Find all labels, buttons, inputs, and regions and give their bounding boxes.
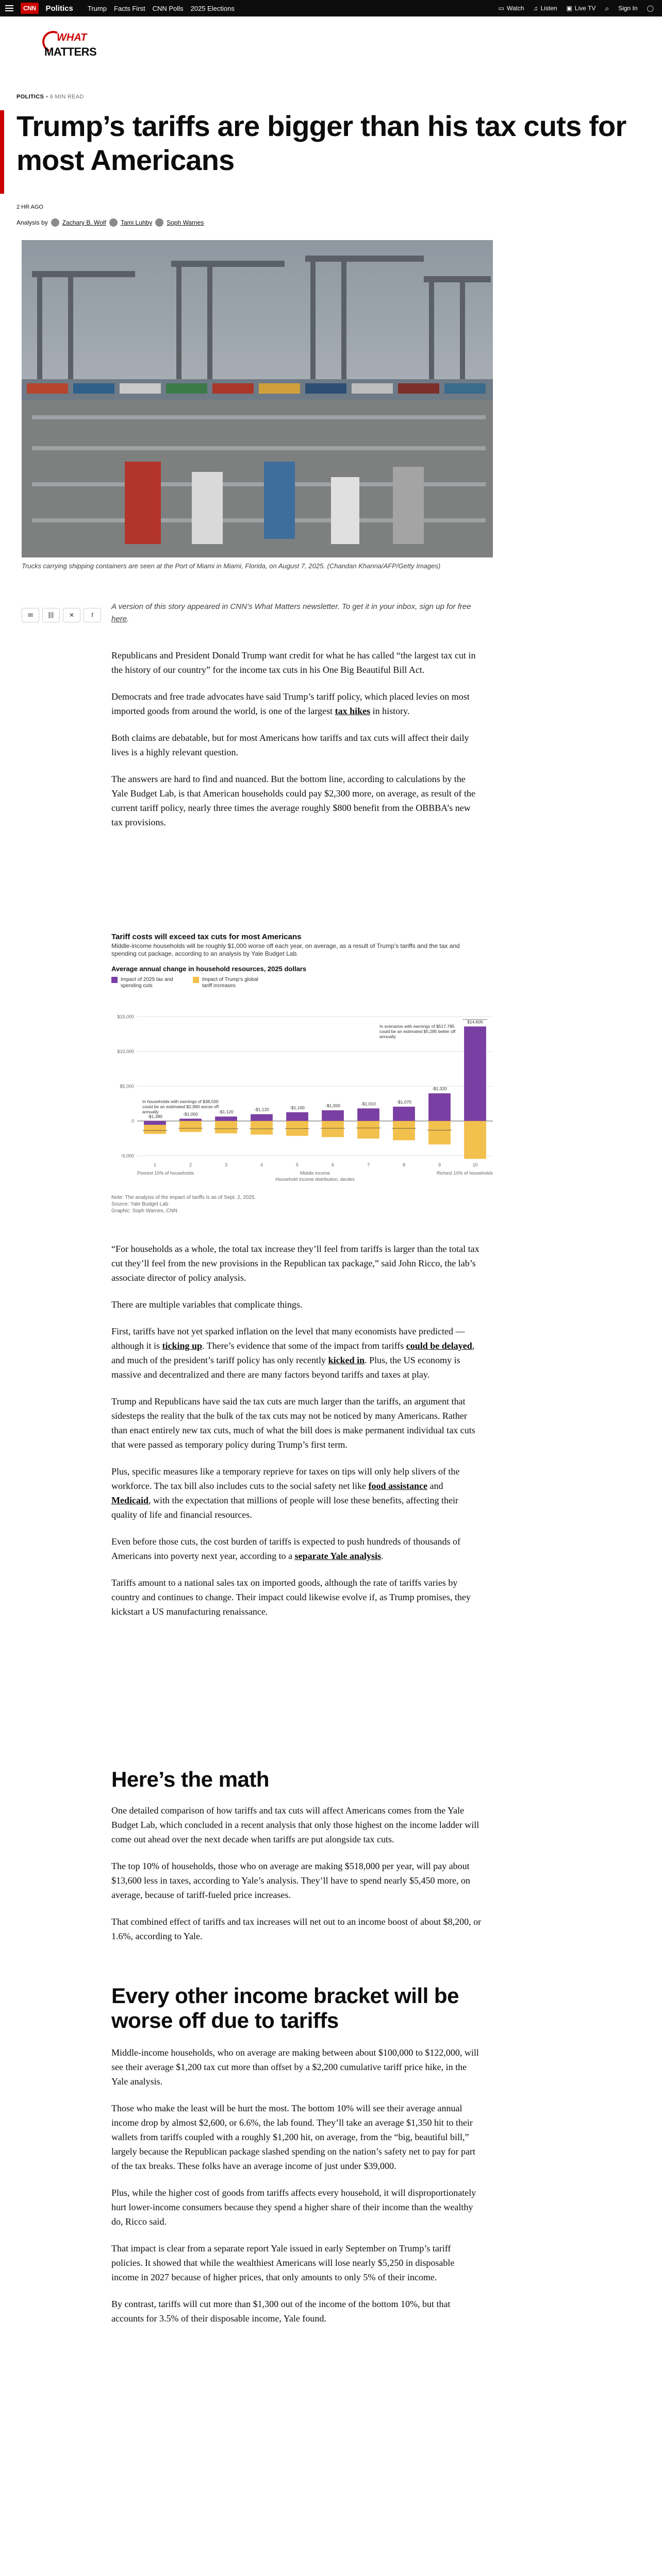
chart-legend [111, 977, 503, 989]
x-tick-label: 9 [438, 1162, 441, 1167]
legend-item-tariff: Impact of Trump’s global tariff increases [193, 977, 260, 989]
annotation-high-income: In scenarios with earnings of $517,785 could be an estimated $5,285 better off annually [379, 1023, 456, 1039]
x-tick-label: 6 [331, 1162, 335, 1167]
chart-source: Source: Yale Budget Lab [111, 1201, 169, 1207]
paragraph: That combined effect of tariffs and tax increases will net out to an income boost of about $8,200, or 1.6%, according to Yale. [111, 1917, 482, 1941]
bar-tax [286, 1112, 308, 1121]
avatar [51, 218, 59, 227]
article-body-3 [111, 1803, 483, 1956]
bar-tariff [179, 1121, 202, 1132]
link-icon[interactable]: ⛓ [42, 608, 60, 622]
paragraph: Tariffs amount to a national sales tax on imported goods, although the rate of tariffs varies by country and continues to change. Their impact could likewise evolve if, as Trump promises, they kickstart a US manufacturing renaissance. [111, 1578, 471, 1617]
paragraph: Middle-income households, who on average are making between about $100,000 to $122,000, will see their average $1,200 tax cut more than offset by a $2,200 cumulative tariff price hike, in the Yale analysis. [111, 2047, 479, 2087]
sign-in-button[interactable]: Sign In [618, 5, 638, 12]
chart-plot [111, 999, 503, 1190]
net-label: -$1,070 [396, 1099, 411, 1105]
headphones-icon: ♫ [533, 5, 538, 12]
bar-tariff [322, 1121, 344, 1137]
y-tick-label: $15,000 [117, 1014, 134, 1020]
byline-prefix: Analysis by [16, 219, 48, 226]
top-nav-bar [0, 0, 662, 16]
paragraph: There are multiple variables that complicate things. [111, 1299, 303, 1310]
nav-section-politics[interactable]: Politics [45, 4, 73, 13]
chart-subtitle: Middle-income households will be roughly $1,000 worse off each year, on average, as a result of Trump’s tariffs and the tax and spending cut package, according to an analysis by Yale Budget Lab. [111, 942, 460, 957]
share-bar [22, 608, 101, 622]
bar-tariff [251, 1121, 273, 1134]
listen-button[interactable]: ♫ Listen [533, 5, 557, 12]
newsletter-signup-link[interactable]: here [111, 615, 127, 623]
logo-what: WHAT [57, 32, 87, 43]
legend-item-tax: Impact of 2025 tax and spending cuts [111, 977, 178, 989]
paragraph: Democrats and free trade advocates have said Trump’s tariff policy, which placed levies on most imported goods from around the world, is one of the largest tax hikes in history. [111, 691, 470, 716]
chart-title: Tariff costs will exceed tax cuts for most Americans [111, 933, 302, 941]
logo-matters: MATTERS [44, 45, 97, 58]
x-tick-label: 4 [260, 1162, 263, 1167]
medicaid-link[interactable]: Medicaid [111, 1495, 148, 1505]
bar-tariff [286, 1121, 308, 1136]
bar-tariff [215, 1121, 237, 1133]
chart-heading: Average annual change in household resources, 2025 dollars [111, 965, 307, 973]
live-tv-button[interactable]: ▣ Live TV [566, 5, 596, 12]
net-label: -$1,380 [147, 1113, 162, 1119]
x-tick-label: 10 [472, 1162, 478, 1167]
author-link[interactable]: Zachary B. Wolf [62, 219, 106, 226]
bar-tariff [144, 1125, 166, 1134]
x-tick-label: 5 [295, 1162, 299, 1167]
chart-note: Note: The analysis of the impact of tariffs is as of Sept. 2, 2025. [111, 1195, 256, 1200]
paragraph: Plus, specific measures like a temporary reprieve for taxes on tips will only help slivers of the workforce. The tax bill also includes cuts to the social safety net like food assistance and Medicaid, with the expectation that millions of people will lose these benefits, affecting their quality of life and financial resources. [111, 1466, 460, 1520]
nav-link-2025-elections[interactable]: 2025 Elections [190, 4, 235, 12]
paragraph: By contrast, tariffs will cut more than $1,300 out of the income of the bottom 10%, but that accounts for 3.5% of their disposable income, Yale found. [111, 2299, 451, 2324]
email-icon[interactable]: ✉ [22, 608, 39, 622]
net-label: -$1,120 [254, 1107, 269, 1112]
chart-graphic-credit: Graphic: Soph Warnes, CNN [111, 1208, 178, 1214]
x-tick-label: 3 [224, 1162, 228, 1167]
kicked-in-link[interactable]: kicked in [328, 1355, 365, 1365]
bar-tariff [357, 1121, 379, 1139]
y-tick-label: 0 [131, 1118, 134, 1124]
nav-link-facts-first[interactable]: Facts First [113, 4, 145, 12]
menu-icon[interactable] [5, 5, 13, 11]
x-axis-title: Household income distribution, deciles [275, 1177, 355, 1182]
author-link[interactable]: Soph Warnes [167, 219, 204, 226]
cnn-logo[interactable]: CNN [21, 3, 39, 14]
facebook-icon[interactable]: f [84, 608, 101, 622]
paragraph: Republicans and President Donald Trump want credit for what he has called “the largest tax cut in the history of our country” for the income tax cuts in his One Big Beautiful Bill Act. [111, 650, 476, 675]
nav-link-trump[interactable]: Trump [87, 4, 107, 12]
newsletter-note: A version of this story appeared in CNN’s What Matters newsletter. To get it in your inbox, sign up for free here. [111, 602, 471, 623]
yale-analysis-link[interactable]: separate Yale analysis [294, 1551, 381, 1561]
bar-tax [322, 1110, 344, 1121]
article-body-2 [111, 1242, 483, 1631]
watch-button[interactable]: ▭ Watch [498, 5, 524, 12]
section-heading-math: Here’s the math [111, 1767, 270, 1791]
paragraph: The top 10% of households, those who on average are making $518,000 per year, will pay about $13,600 less in taxes, according to Yale’s analysis. They’ll have to spend nearly $5,450 more, on average, because of tariff-fueled price increases. [111, 1861, 471, 1900]
headline: Trump’s tariffs are bigger than his tax cuts for most Americans [16, 110, 626, 176]
x-tick-label: 2 [189, 1162, 192, 1167]
paragraph: Trump and Republicans have said the tax cuts are much larger than the tariffs, an argument that sidesteps the reality that the bulk of the tax cuts may not be noticed by many Americans. Rather than enact entirely new tax cuts, much of what the bill does is make permanent individual tax cuts that were passed as temporary policy during Trump’s first term. [111, 1396, 475, 1450]
y-tick-label: -5,000 [121, 1153, 134, 1159]
x-axis-mid-label: Middle income [300, 1171, 330, 1176]
nav-link-cnn-polls[interactable]: CNN Polls [152, 4, 184, 12]
timestamp: 2 HR AGO [16, 204, 43, 210]
bar-tax [428, 1093, 451, 1121]
chart-notes [111, 1194, 256, 1214]
author-link[interactable]: Tami Luhby [120, 219, 153, 226]
user-icon[interactable]: ◯ [647, 5, 654, 12]
bar-tax [251, 1114, 273, 1121]
y-tick-label: $10,000 [117, 1048, 134, 1054]
hero-image [22, 240, 493, 557]
live-tv-icon: ▣ [566, 5, 572, 12]
ticking-up-link[interactable]: ticking up [162, 1341, 203, 1351]
hero-caption: Trucks carrying shipping containers are seen at the Port of Miami in Miami, Florida, on August 7, 2025. (Chandan Khanna/AFP/Getty Images) [22, 562, 441, 570]
legend-swatch [111, 977, 118, 983]
could-be-delayed-link[interactable]: could be delayed [406, 1341, 472, 1351]
headline-accent-bar [0, 110, 4, 194]
bar-tariff [393, 1121, 415, 1140]
x-axis-left-label: Poorest 10% of households [137, 1171, 194, 1176]
tax-hikes-link[interactable]: tax hikes [335, 706, 371, 716]
net-label: $14,600 [467, 1019, 483, 1025]
paragraph: That impact is clear from a separate report Yale issued in early September on Trump’s tariff policies. It showed that while the wealthiest Americans will lose nearly $5,250 in disposable income in 2027 because of higher prices, that only amounts to only 5% of their income. [111, 2243, 455, 2282]
bar-tax [464, 1026, 486, 1121]
x-icon[interactable]: ✕ [63, 608, 80, 622]
bar-tax [393, 1107, 415, 1121]
x-axis-right-label: Richest 10% of households [436, 1171, 493, 1176]
bar-tax [357, 1108, 379, 1121]
paragraph: Plus, while the higher cost of goods from tariffs affects every household, it will disproportionately hurt lower-income consumers because they spend a higher share of their income than the wealthy do, Ricco said. [111, 2188, 476, 2227]
bar-tariff [428, 1121, 451, 1145]
net-label: -$1,010 [361, 1101, 376, 1107]
tv-icon: ▭ [498, 5, 504, 12]
search-icon[interactable]: ⌕ [605, 4, 609, 12]
net-label: -$1,050 [183, 1111, 198, 1117]
paragraph: The answers are hard to find and nuanced. But the bottom line, according to calculations by the Yale Budget Lab, is that American households could pay $2,300 more, on average, as result of the current tariff policy, nearly three times the average roughly $800 benefit from the OBBBA’s new tax provisions. [111, 774, 476, 827]
bar-tariff [464, 1121, 486, 1159]
paragraph: Both claims are debatable, but for most Americans how tariffs and tax cuts will affect their daily lives is a highly relevant question. [111, 733, 469, 757]
paragraph: First, tariffs have not yet sparked inflation on the level that many economists have predicted — although it is ticking up. There’s evidence that some of the impact from tariffs could be delayed, and much of the president’s tariff policy has only recently kicked in. Plus, the US economy is massive and decentralized and there are many factors beyond tariffs and taxes at play. [111, 1326, 475, 1380]
section-heading-brackets: Every other income bracket will be worse off due to tariffs [111, 1984, 459, 2032]
avatar [109, 218, 118, 227]
net-label: -$1,320 [432, 1086, 447, 1092]
x-tick-label: 1 [153, 1162, 157, 1167]
paragraph: Even before those cuts, the cost burden of tariffs is expected to push hundreds of thousands of Americans into poverty next year, according to a separate Yale analysis. [111, 1536, 461, 1561]
net-label: -$1,100 [290, 1105, 305, 1110]
kicker [16, 94, 84, 100]
net-label: -$1,120 [219, 1109, 234, 1115]
bar-tax [144, 1121, 166, 1125]
x-tick-label: 7 [367, 1162, 370, 1167]
x-tick-label: 8 [402, 1162, 406, 1167]
kicker-read-time: • 6 MIN READ [46, 94, 84, 100]
article-body-1 [111, 648, 483, 842]
y-tick-label: $5,000 [120, 1083, 134, 1089]
tariff-chart [111, 933, 503, 1216]
net-label: -$1,050 [325, 1103, 340, 1109]
kicker-section[interactable]: POLITICS [16, 94, 44, 100]
food-assistance-link[interactable]: food assistance [368, 1481, 428, 1491]
article-body-4 [111, 2045, 483, 2338]
legend-swatch [193, 977, 199, 983]
paragraph: “For households as a whole, the total tax increase they’ll feel from tariffs is larger than the total tax cut they’ll feel from the new provisions in the Republican tax package,” said John Ricco, the lab’s associate director of policy analysis. [111, 1244, 479, 1283]
byline [16, 218, 204, 227]
what-matters-logo[interactable] [34, 31, 96, 67]
annotation-low-income: In households with earnings of $38,500 could be an estimated $2,960 worse off annually [142, 1098, 219, 1114]
paragraph: One detailed comparison of how tariffs and tax cuts will affect Americans comes from the Yale Budget Lab, which concluded in a recent analysis that only those highest on the income ladder will come out ahead over the next decade when tariffs are put alongside tax cuts. [111, 1805, 479, 1844]
paragraph: Those who make the least will be hurt the most. The bottom 10% will see their average annual income drop by almost $2,600, or 6.6%, the lab found. They’ll take an average $1,350 hit to their wallets from tariffs coupled with a roughly $1,200 hit, on average, from the “big, beautiful bill,” largely because the Republican package slashed spending on the nation’s safety net to pay for part of the tax breaks. These folks have an average income of just under $39,000. [111, 2103, 475, 2171]
avatar [155, 218, 163, 227]
